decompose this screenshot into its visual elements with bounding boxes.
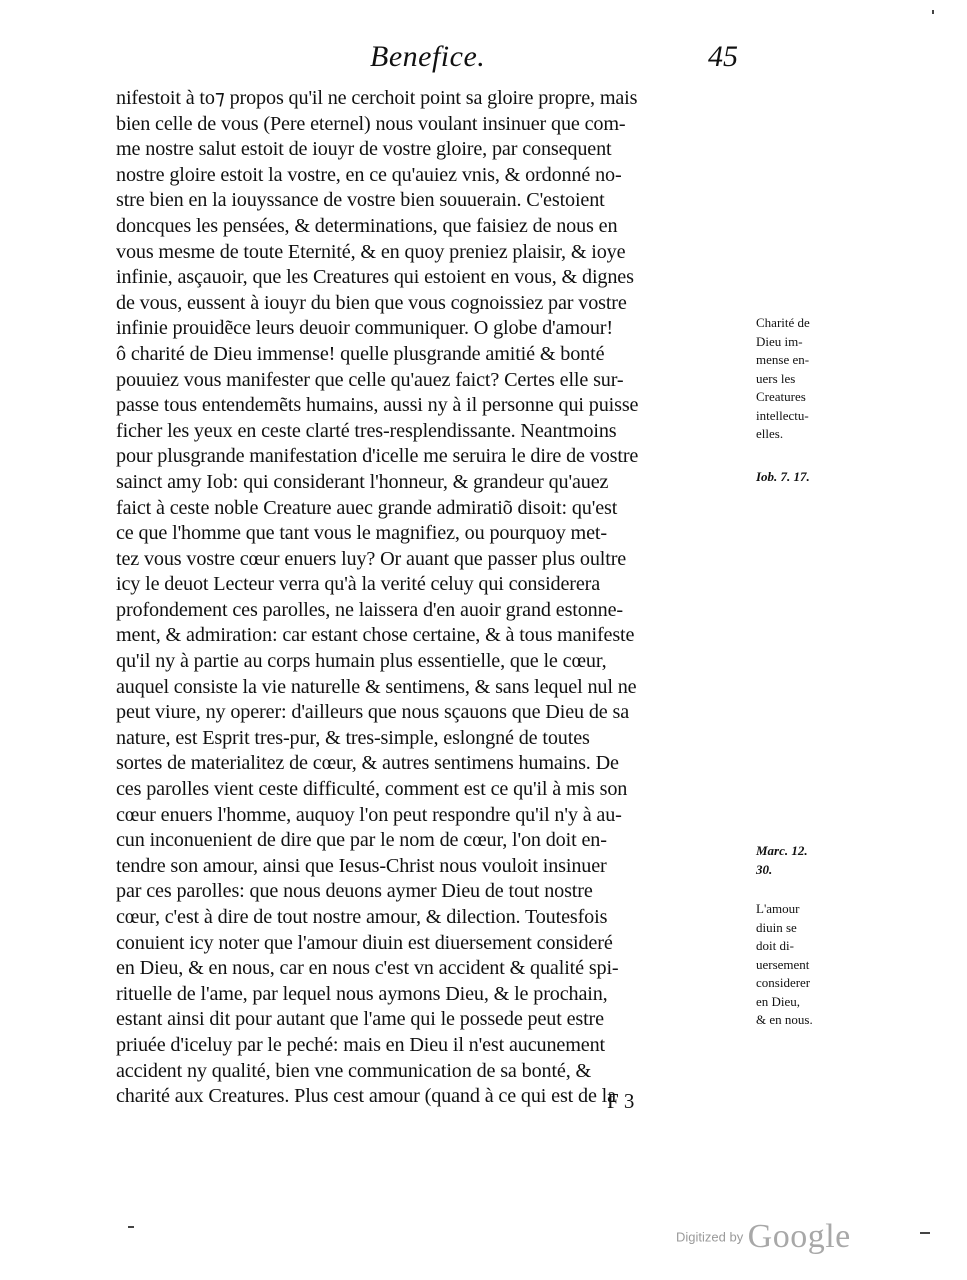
- text-line: cœur enuers l'homme, auquoy l'on peut respondre qu'il n'y à au-: [116, 803, 622, 826]
- text-line: profondement ces parolles, ne laissera d'en auoir grand estonne-: [116, 598, 623, 621]
- text-line: infinie prouidẽce leurs deuoir communiquer. O globe d'amour!: [116, 317, 613, 340]
- sidenote-line: considerer: [756, 975, 811, 990]
- sidenote-line: elles.: [756, 426, 784, 441]
- text-line: rituelle de l'ame, par lequel nous aymons Dieu, & le prochain,: [116, 982, 608, 1005]
- text-line: doncques les pensées, & determinations, que faisiez de nous en: [116, 214, 618, 237]
- text-line: qu'il ny à partie au corps humain plus essentielle, que le cœur,: [116, 650, 607, 673]
- watermark-brand: Google: [747, 1218, 851, 1255]
- text-line: nostre gloire estoit la vostre, en ce qu'auiez vnis, & ordonné no-: [116, 163, 622, 186]
- sidenote-amour-diuin: [756, 900, 846, 1030]
- text-line: nifestoit à to⁊ propos qu'il ne cerchoit point sa gloire propre, mais: [116, 87, 638, 109]
- sidenote-line: Charité de: [756, 315, 810, 330]
- text-line: stre bien en la iouyssance de vostre bien souuerain. C'estoient: [116, 189, 605, 212]
- text-line: sortes de materialitez de cœur, & autres sentimens humains. De: [116, 752, 619, 775]
- sidenote-line: diuin se: [756, 919, 797, 935]
- sidenote-line: en Dieu,: [756, 993, 801, 1009]
- sidenote-line: Marc. 12.: [756, 843, 808, 858]
- sidenote-marc-reference: [756, 842, 846, 879]
- page-number: 45: [708, 40, 738, 73]
- text-line: me nostre salut estoit de iouyr de vostre gloire, par consequent: [116, 138, 612, 161]
- sidenote-line: L'amour: [756, 901, 800, 916]
- text-line: sainct amy Iob: qui considerant l'honneur, & grandeur qu'auez: [116, 470, 609, 493]
- text-line: cun inconuenient de dire que par le nom de cœur, l'on doit en-: [116, 829, 607, 852]
- sidenote-line: Creatures: [756, 389, 806, 404]
- text-line: bien celle de vous (Pere eternel) nous voulant insinuer que com-: [116, 112, 626, 135]
- text-line: par ces parolles: que nous deuons aymer Dieu de tout nostre: [116, 880, 593, 903]
- text-line: accident ny qualité, bien vne communication de sa bonté, &: [116, 1059, 592, 1082]
- text-line: de vous, eussent à iouyr du bien que vous cognoissiez par vostre: [116, 291, 627, 314]
- text-line: tendre son amour, ainsi que Iesus-Christ nous vouloit insinuer: [116, 854, 607, 877]
- running-title: Benefice.: [370, 40, 486, 73]
- text-line: infinie, asçauoir, que les Creatures qui estoient en vous, & dignes: [116, 266, 634, 289]
- text-line: nature, est Esprit tres-pur, & tres-simple, eslongné de toutes: [116, 726, 590, 749]
- sidenote-line: intellectu-: [756, 407, 809, 423]
- text-line: ment, & admiration: car estant chose certaine, & à tous manifeste: [116, 624, 635, 647]
- signature-mark: F 3: [607, 1089, 635, 1113]
- sidenote-line: doit di-: [756, 938, 794, 953]
- sidenote-iob-reference: [756, 468, 846, 487]
- text-line: ces parolles vient ceste difficulté, comment est ce qu'il à mis son: [116, 778, 628, 801]
- text-line: ô charité de Dieu immense! quelle plusgrande amitié & bonté: [116, 342, 605, 365]
- text-line: cœur, c'est à dire de tout nostre amour, & dilection. Toutesfois: [116, 906, 608, 928]
- scan-speck: [920, 1232, 930, 1234]
- sidenote-line: 30.: [756, 861, 773, 877]
- scan-speck: [128, 1226, 134, 1228]
- digitized-watermark: [676, 1218, 851, 1256]
- text-line: passe tous entendemẽts humains, aussi ny à il personne qui puisse: [116, 394, 639, 417]
- watermark-label: Digitized by: [676, 1229, 744, 1245]
- text-line: pouuiez vous manifester que celle qu'auez faict? Certes elle sur-: [116, 368, 624, 391]
- text-line: ce que l'homme que tant vous le magnifiez, ou pourquoy met-: [116, 522, 607, 545]
- text-line: icy le deuot Lecteur verra qu'à la verité celuy qui considerera: [116, 573, 601, 596]
- sidenote-line: & en nous.: [756, 1012, 813, 1027]
- text-line: estant ainsi dit pour autant que l'ame qui le possede peut estre: [116, 1008, 604, 1031]
- text-line: conuient icy noter que l'amour diuin est diuersement consideré: [116, 931, 613, 954]
- text-line: tez vous vostre cœur enuers luy? Or auant que passer plus oultre: [116, 547, 627, 570]
- text-line: ficher les yeux en ceste clarté tres-resplendissante. Neantmoins: [116, 419, 617, 442]
- text-line: charité aux Creatures. Plus cest amour (quand à ce qui est de la: [116, 1085, 616, 1108]
- scan-speck: [932, 10, 934, 14]
- text-line: peut viure, ny operer: d'ailleurs que nous sçauons que Dieu de sa: [116, 701, 630, 724]
- sidenote-line: mense en-: [756, 352, 810, 367]
- text-line: en Dieu, & en nous, car en nous c'est vn accident & qualité spi-: [116, 957, 619, 980]
- text-line: auquel consiste la vie naturelle & sentimens, & sans lequel nul ne: [116, 675, 637, 698]
- body-text: [116, 86, 752, 1110]
- sidenote-charite: [756, 314, 846, 444]
- text-line: faict à ceste noble Creature auec grande admiratiõ disoit: qu'est: [116, 496, 618, 519]
- sidenote-line: uersement: [756, 956, 810, 972]
- sidenote-line: Iob. 7. 17.: [756, 469, 810, 484]
- sidenote-line: Dieu im-: [756, 333, 803, 349]
- text-line: priuée d'iceluy par le peché: mais en Dieu il n'est aucunement: [116, 1033, 606, 1056]
- sidenote-line: uers les: [756, 370, 796, 386]
- text-line: pour plusgrande manifestation d'icelle me seruira le dire de vostre: [116, 445, 639, 468]
- text-line: vous mesme de toute Eternité, & en quoy preniez plaisir, & ioye: [116, 240, 626, 263]
